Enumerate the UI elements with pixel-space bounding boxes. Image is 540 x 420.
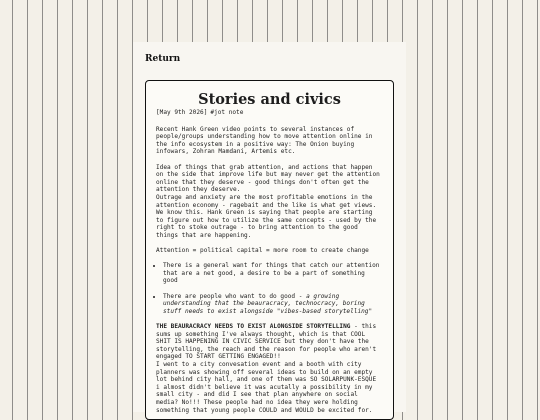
paragraph-political-capital: Attention = political capital = more room to create change (156, 247, 369, 255)
bullet-emphasis-text: a growing understanding that the beauracracy, technocracy, boring stuff needs to exist alongside "vibes-based storytelling" (163, 292, 373, 315)
paragraph-attention-ideas: Idea of things that grab attention, and actions that happen on the side that improve life but may never get the attention online that they deserve - good things don't often get the attention they deserve. (156, 163, 380, 194)
paragraph-city-event: I went to a city convesation event and a booth with city planners was showing off several ideas to build on an empty lot behind city hall, and one of them was SO SOLARPUNK-ESQUE i almost didn't believe it was acutally a possibility in my small city - and did I see that plan anywhere on social media? No!!! These people had no idea they were holding something that young people COULD and WOULD be excited for. (156, 361, 377, 414)
bureaucracy-text: - this sums up something I've always thought, which is that COOL SHIT IS HAPPENING IN CIVIC SERVICE but they don't have the storytelling, the reach and the reason for people who aren't engaged TO START GETTING ENGAGED!! (156, 323, 377, 361)
page-paper (133, 42, 406, 412)
note-date: [May 9th 2026] (156, 109, 208, 116)
bullet-plain-text: There are people who want to do good - (163, 292, 307, 300)
note-meta (156, 109, 383, 117)
paragraph-hank-green: Recent Hank Green video points to several instances of people/groups understanding how to move attention online in the info ecosystem in a positive way: The Onion buying infowars, Zohran Mamdani, Artemis etc. (156, 125, 373, 156)
paragraph-outrage: Outrage and anxiety are the most profitable emotions in the attention economy - ragebait and the like is what get views. We know this. Hank Green is saying that people are starting to figure out how to utilize the same concepts - used by the right to stoke outrage - to bring attention to the good things that are happening. (156, 193, 377, 239)
paragraph-bureaucracy (156, 323, 383, 361)
return-link[interactable]: Return (145, 54, 181, 64)
note-card (145, 80, 394, 420)
list-item: • There is a general want for things that catch our attention that are a net good, a desire to be a part of something good (163, 262, 383, 285)
note-tag: #jot note (210, 109, 244, 116)
note-title: Stories and civics (198, 91, 341, 108)
bullet-list (156, 262, 383, 315)
bureaucracy-heading: THE BEAURACRACY NEEDS TO EXIST ALONGSIDE STORYTELLING (156, 323, 351, 331)
list-item (163, 293, 383, 316)
